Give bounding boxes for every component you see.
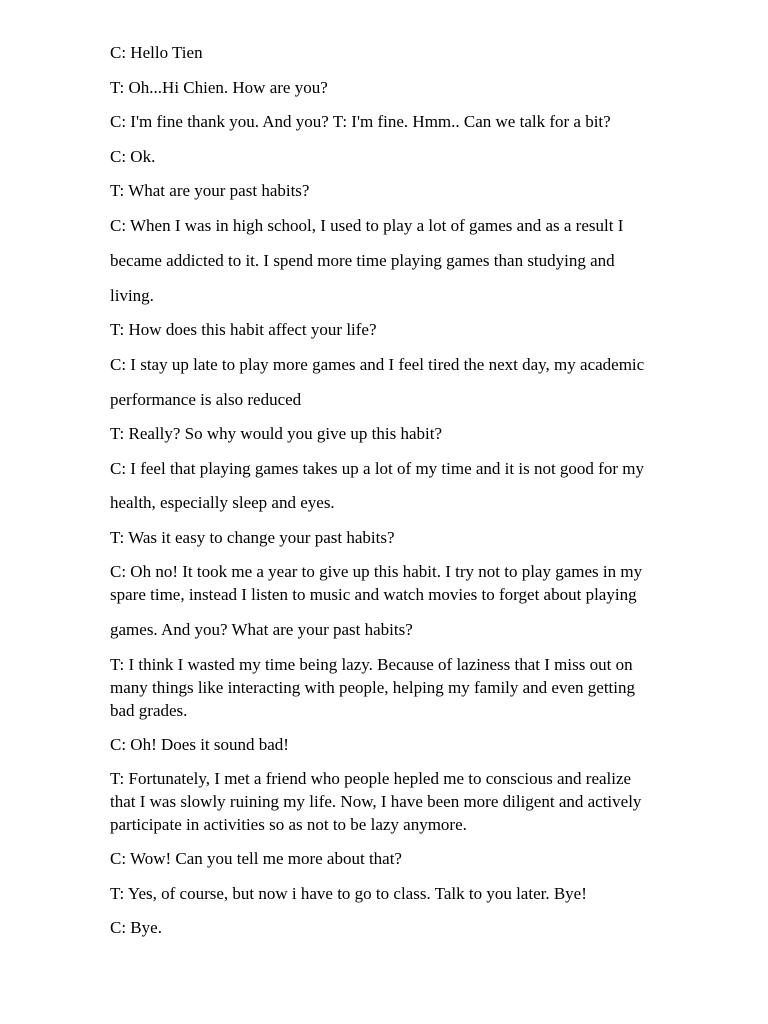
dialogue-line-28: C: Bye.: [110, 918, 162, 937]
dialogue-line-1: C: Hello Tien: [110, 43, 203, 62]
dialogue-line-7: became addicted to it. I spend more time playing games than studying and: [110, 251, 615, 270]
dialogue-line-19: T: I think I wasted my time being lazy. Because of laziness that I miss out on: [110, 655, 633, 674]
dialogue-line-2: T: Oh...Hi Chien. How are you?: [110, 78, 328, 97]
dialogue-line-16: C: Oh no! It took me a year to give up this habit. I try not to play games in my: [110, 562, 643, 581]
dialogue-line-8: living.: [110, 286, 154, 305]
dialogue-line-22: C: Oh! Does it sound bad!: [110, 735, 289, 754]
dialogue-line-25: participate in activities so as not to be lazy anymore.: [110, 815, 467, 834]
dialogue-line-26: C: Wow! Can you tell me more about that?: [110, 849, 402, 868]
dialogue-line-5: T: What are your past habits?: [110, 181, 310, 200]
dialogue-line-27: T: Yes, of course, but now i have to go to class. Talk to you later. Bye!: [110, 884, 587, 903]
dialogue-line-13: C: I feel that playing games takes up a lot of my time and it is not good for my: [110, 459, 644, 478]
dialogue-line-21: bad grades.: [110, 701, 188, 720]
dialogue-line-15: T: Was it easy to change your past habits?: [110, 528, 395, 547]
dialogue-line-18: games. And you? What are your past habits?: [110, 620, 413, 639]
dialogue-line-3: C: I'm fine thank you. And you? T: I'm fine. Hmm.. Can we talk for a bit?: [110, 112, 611, 131]
dialogue-line-20: many things like interacting with people, helping my family and even getting: [110, 678, 635, 697]
dialogue-line-9: T: How does this habit affect your life?: [110, 320, 377, 339]
dialogue-line-23: T: Fortunately, I met a friend who people hepled me to conscious and realize: [110, 769, 632, 788]
dialogue-line-24: that I was slowly ruining my life. Now, I have been more diligent and actively: [110, 792, 642, 811]
dialogue-line-10: C: I stay up late to play more games and I feel tired the next day, my academic: [110, 355, 645, 374]
dialogue-line-14: health, especially sleep and eyes.: [110, 493, 335, 512]
dialogue-line-12: T: Really? So why would you give up this habit?: [110, 424, 443, 443]
dialogue-line-11: performance is also reduced: [110, 390, 302, 409]
dialogue-line-17: spare time, instead I listen to music and watch movies to forget about playing: [110, 585, 637, 604]
dialogue-line-4: C: Ok.: [110, 147, 156, 166]
dialogue-line-6: C: When I was in high school, I used to play a lot of games and as a result I: [110, 216, 624, 235]
